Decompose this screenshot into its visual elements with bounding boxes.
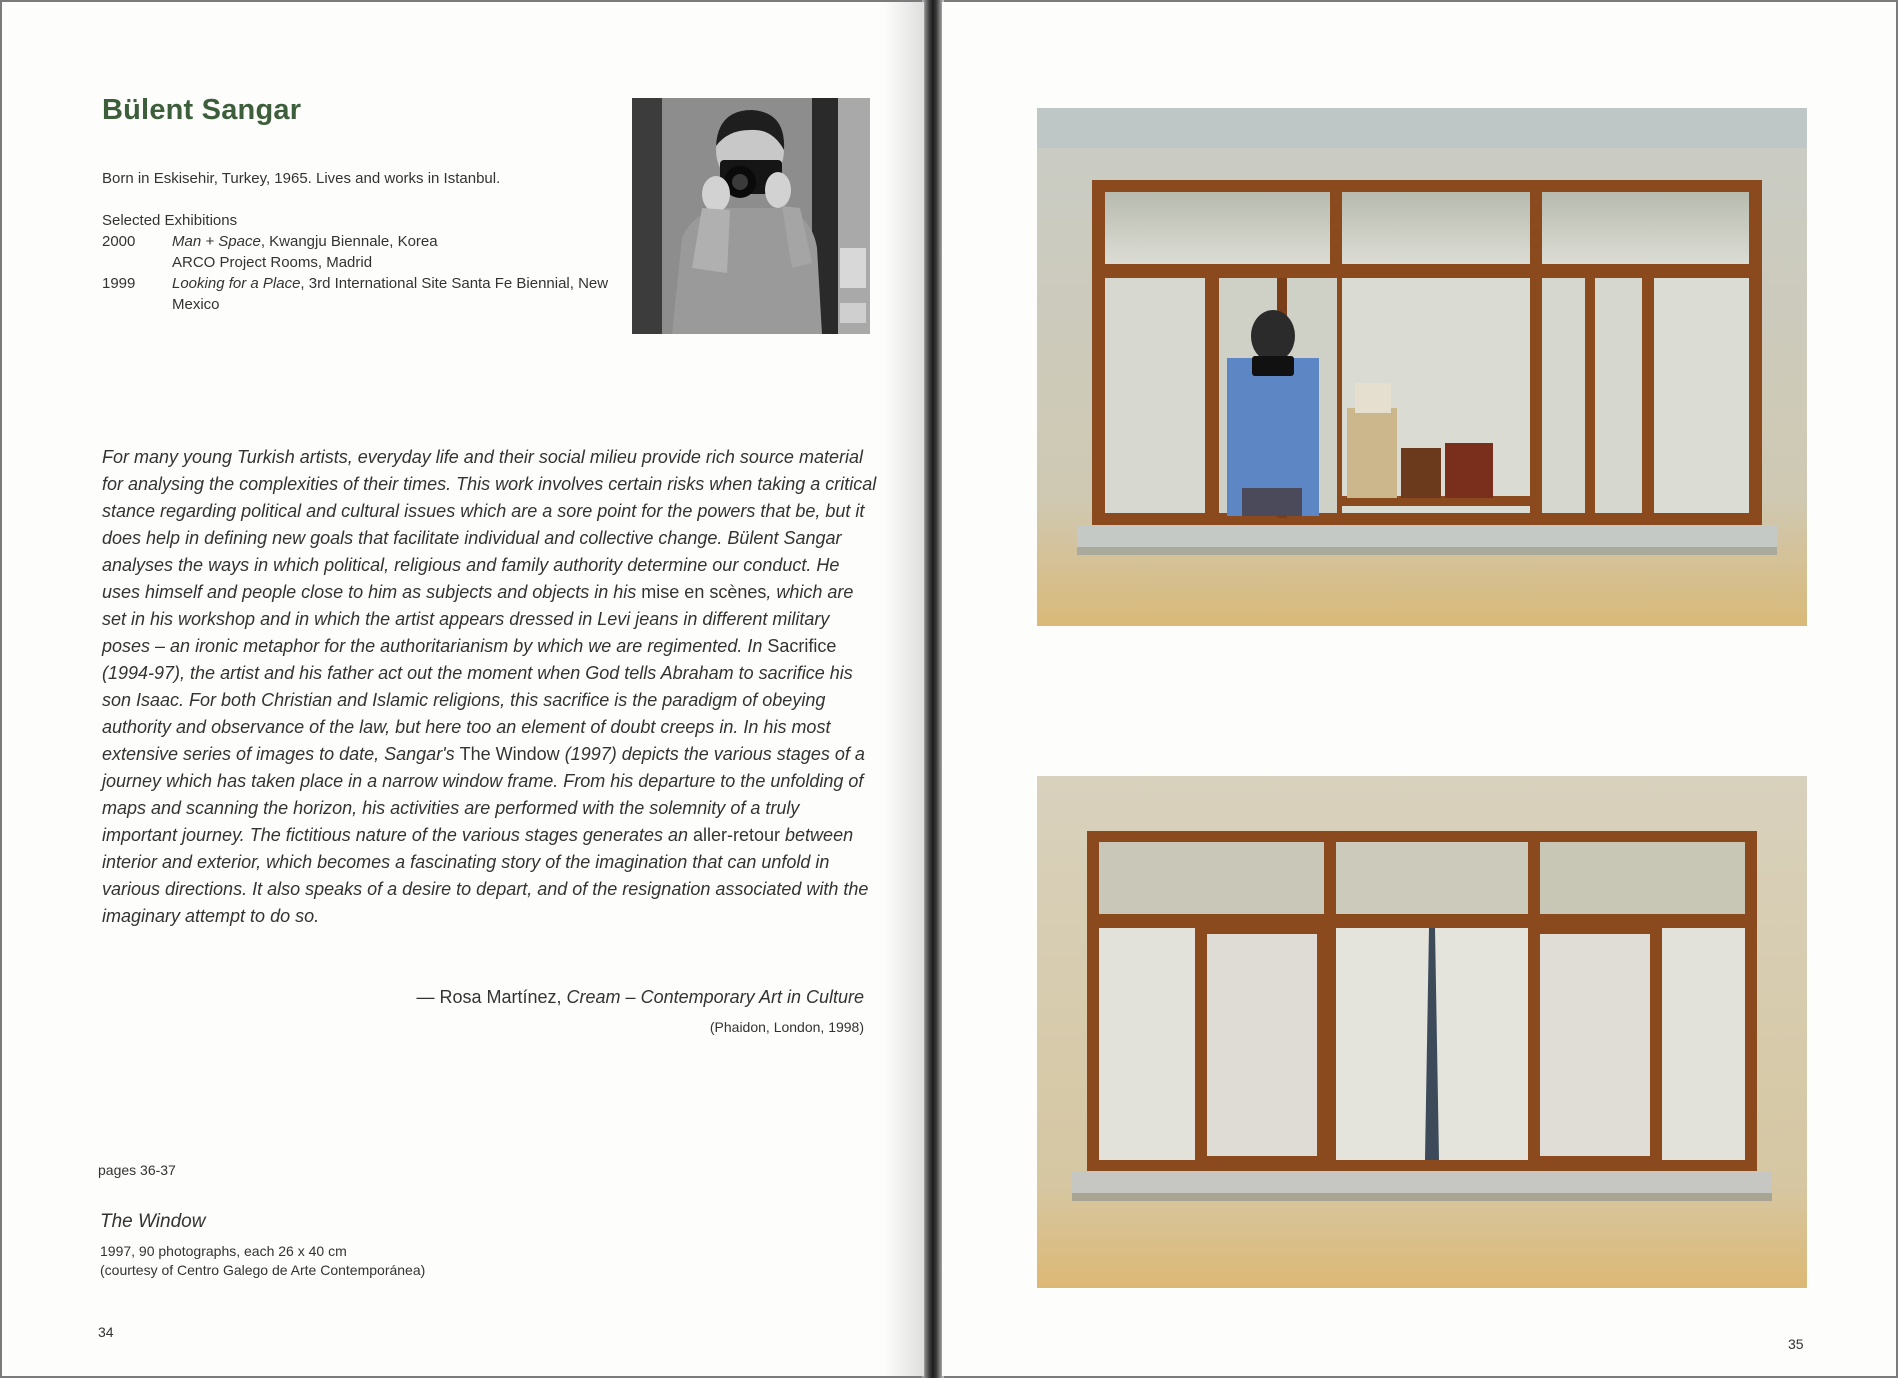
exhibition-year bbox=[102, 252, 172, 273]
work-reference: Sacrifice bbox=[767, 636, 837, 656]
work-title: The Window bbox=[100, 1211, 206, 1232]
exhibition-entry bbox=[172, 231, 612, 252]
exhibition-title: Man + Space bbox=[172, 233, 261, 250]
work-courtesy: (courtesy of Centro Galego de Arte Contemporánea) bbox=[100, 1262, 426, 1278]
selected-exhibitions bbox=[102, 210, 612, 315]
essay-term: mise en scènes bbox=[641, 582, 767, 602]
book-gutter bbox=[922, 0, 944, 1378]
page-number-right: 35 bbox=[1788, 1336, 1804, 1352]
essay-part: (1997) depicts the various stages of a journey which has taken place in a narrow window frame. From his departure to the unfolding of maps and scanning the horizon, his activities are performed with the solemnity of a truly important journey. The fictitious nature of the various stages generates an bbox=[102, 744, 865, 845]
exhibition-entry bbox=[172, 273, 612, 315]
quote-attribution bbox=[417, 987, 865, 1008]
exhibition-year: 2000 bbox=[102, 233, 136, 250]
work-reference: The Window bbox=[459, 744, 560, 764]
essay-part: For many young Turkish artists, everyday life and their social milieu provide rich source material for analysing the complexities of their times. This work involves certain risks when taking a critical stance regarding political and cultural issues which are a sore point for the powers that be, but it does help in defining new goals that facilitate individual and collective change. Bülent Sangar analyses the ways in which political, religious and family authority determine our conduct. He uses himself and people close to him as subjects and objects in his bbox=[102, 447, 877, 602]
artist-name: Bülent Sangar bbox=[102, 94, 302, 126]
essay-part: (1994-97), the artist and his father act out the moment when God tells Abraham to sacrifice his son Isaac. For both Christian and Islamic religions, this sacrifice is the paradigm of obeying authority and observance of the law, but here too an element of doubt creeps in. In his most extensive series of images to date, Sangar's bbox=[102, 663, 853, 764]
artist-portrait-photo bbox=[632, 98, 870, 334]
exhibitions-heading: Selected Exhibitions bbox=[102, 212, 238, 229]
attribution-publisher: (Phaidon, London, 1998) bbox=[709, 1019, 864, 1035]
work-details bbox=[100, 1242, 425, 1280]
attribution-author: — Rosa Martínez, bbox=[416, 987, 567, 1007]
exhibition-row bbox=[102, 273, 612, 315]
exhibition-venue: , Kwangju Biennale, Korea bbox=[260, 233, 438, 250]
exhibition-venue: ARCO Project Rooms, Madrid bbox=[172, 254, 373, 271]
attribution-source: Cream – Contemporary Art in Culture bbox=[566, 987, 864, 1007]
window-photo-bottom bbox=[1037, 776, 1807, 1288]
exhibition-entry bbox=[172, 252, 612, 273]
window-photo-top-illustration bbox=[1037, 108, 1807, 626]
pages-reference: pages 36-37 bbox=[98, 1162, 176, 1178]
work-dimensions: 1997, 90 photographs, each 26 x 40 cm bbox=[100, 1243, 347, 1259]
essay-text bbox=[102, 444, 877, 930]
artist-bio: Born in Eskisehir, Turkey, 1965. Lives and works in Istanbul. bbox=[102, 170, 501, 187]
right-page bbox=[942, 2, 1896, 1376]
exhibition-venue: , 3rd International Site Santa Fe Biennial, New Mexico bbox=[172, 275, 609, 313]
window-photo-bottom-illustration bbox=[1037, 776, 1807, 1288]
portrait-illustration bbox=[632, 98, 870, 334]
exhibition-title: Looking for a Place bbox=[172, 275, 301, 292]
window-photo-top bbox=[1037, 108, 1807, 626]
exhibition-row bbox=[102, 252, 612, 273]
essay-part: , which are set in his workshop and in which the artist appears dressed in Levi jeans in different military poses – an ironic metaphor for the authoritarianism by which we are regimented. In bbox=[102, 582, 854, 656]
exhibition-year: 1999 bbox=[102, 275, 136, 292]
exhibition-row bbox=[102, 231, 612, 252]
essay-term: aller-retour bbox=[693, 825, 781, 845]
page-number-left: 34 bbox=[98, 1324, 114, 1340]
left-page bbox=[2, 2, 925, 1376]
essay-part: between interior and exterior, which becomes a fascinating story of the imagination that can unfold in various directions. It also speaks of a desire to depart, and of the resignation associated with the imaginary attempt to do so. bbox=[102, 825, 869, 926]
